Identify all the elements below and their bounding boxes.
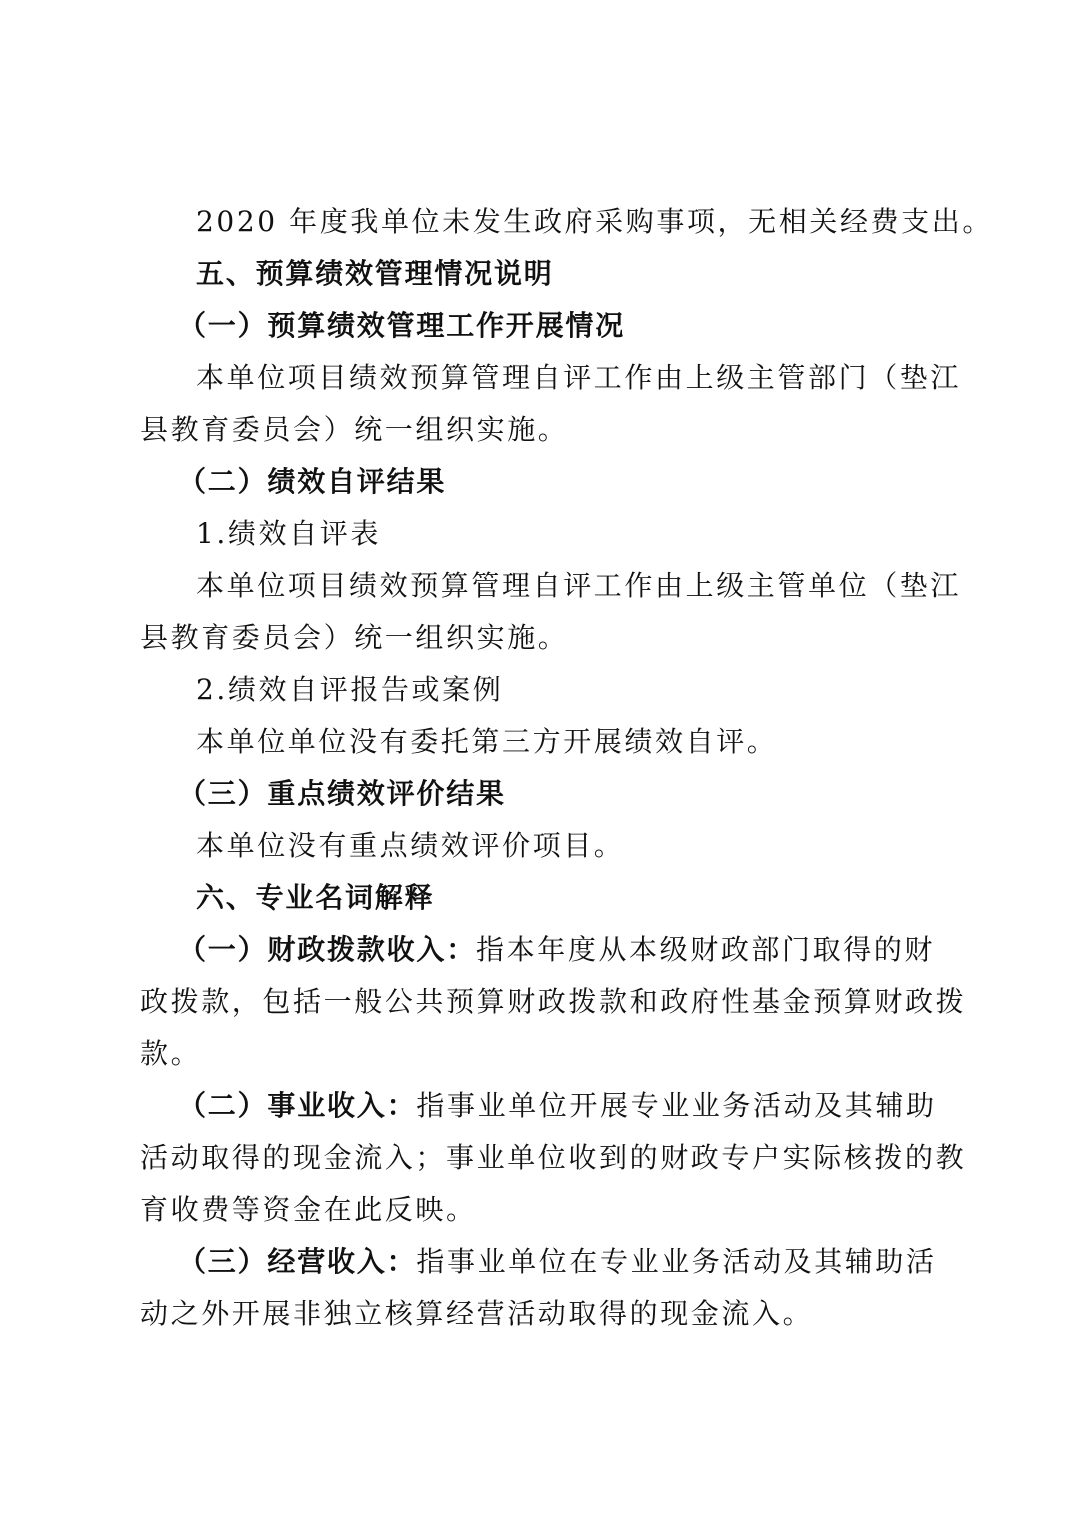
paragraph-line: 县教育委员会）统一组织实施。 bbox=[140, 413, 569, 446]
paragraph-line: 县教育委员会）统一组织实施。 bbox=[140, 621, 569, 654]
paragraph-procurement: 2020 年度我单位未发生政府采购事项，无相关经费支出。 bbox=[196, 205, 993, 238]
paragraph-line: 本单位单位没有委托第三方开展绩效自评。 bbox=[196, 725, 778, 758]
paragraph-line: 本单位项目绩效预算管理自评工作由上级主管部门（垫江 bbox=[196, 361, 962, 394]
heading-subsection-1: （一）预算绩效管理工作开展情况 bbox=[178, 309, 626, 342]
paragraph-line: 本单位项目绩效预算管理自评工作由上级主管单位（垫江 bbox=[196, 569, 962, 602]
heading-subsection-2: （二）绩效自评结果 bbox=[178, 465, 447, 498]
definition-line bbox=[178, 1236, 940, 1288]
heading-section-5: 五、预算绩效管理情况说明 bbox=[196, 257, 554, 290]
subheading-item-1: 1.绩效自评表 bbox=[196, 517, 381, 550]
paragraph-line: 款。 bbox=[140, 1037, 202, 1070]
term-label: （一）财政拨款收入： bbox=[178, 933, 477, 966]
definition-text: 指事业单位开展专业业务活动及其辅助 bbox=[416, 1089, 937, 1122]
definition-text: 指本年度从本级财政部门取得的财 bbox=[476, 933, 936, 966]
term-label: （二）事业收入： bbox=[178, 1089, 417, 1122]
heading-section-6: 六、专业名词解释 bbox=[196, 881, 435, 914]
paragraph-line: 活动取得的现金流入；事业单位收到的财政专户实际核拨的教 bbox=[140, 1141, 967, 1174]
paragraph-line: 动之外开展非独立核算经营活动取得的现金流入。 bbox=[140, 1297, 814, 1330]
paragraph-line: 本单位没有重点绩效评价项目。 bbox=[196, 829, 625, 862]
subheading-item-2: 2.绩效自评报告或案例 bbox=[196, 673, 504, 706]
paragraph-line: 政拨款，包括一般公共预算财政拨款和政府性基金预算财政拨 bbox=[140, 985, 967, 1018]
definition-text: 指事业单位在专业业务活动及其辅助活 bbox=[416, 1245, 937, 1278]
heading-subsection-3: （三）重点绩效评价结果 bbox=[178, 777, 506, 810]
definition-line bbox=[178, 1080, 940, 1132]
paragraph-line: 育收费等资金在此反映。 bbox=[140, 1193, 477, 1226]
term-label: （三）经营收入： bbox=[178, 1245, 417, 1278]
definition-line bbox=[178, 924, 940, 976]
